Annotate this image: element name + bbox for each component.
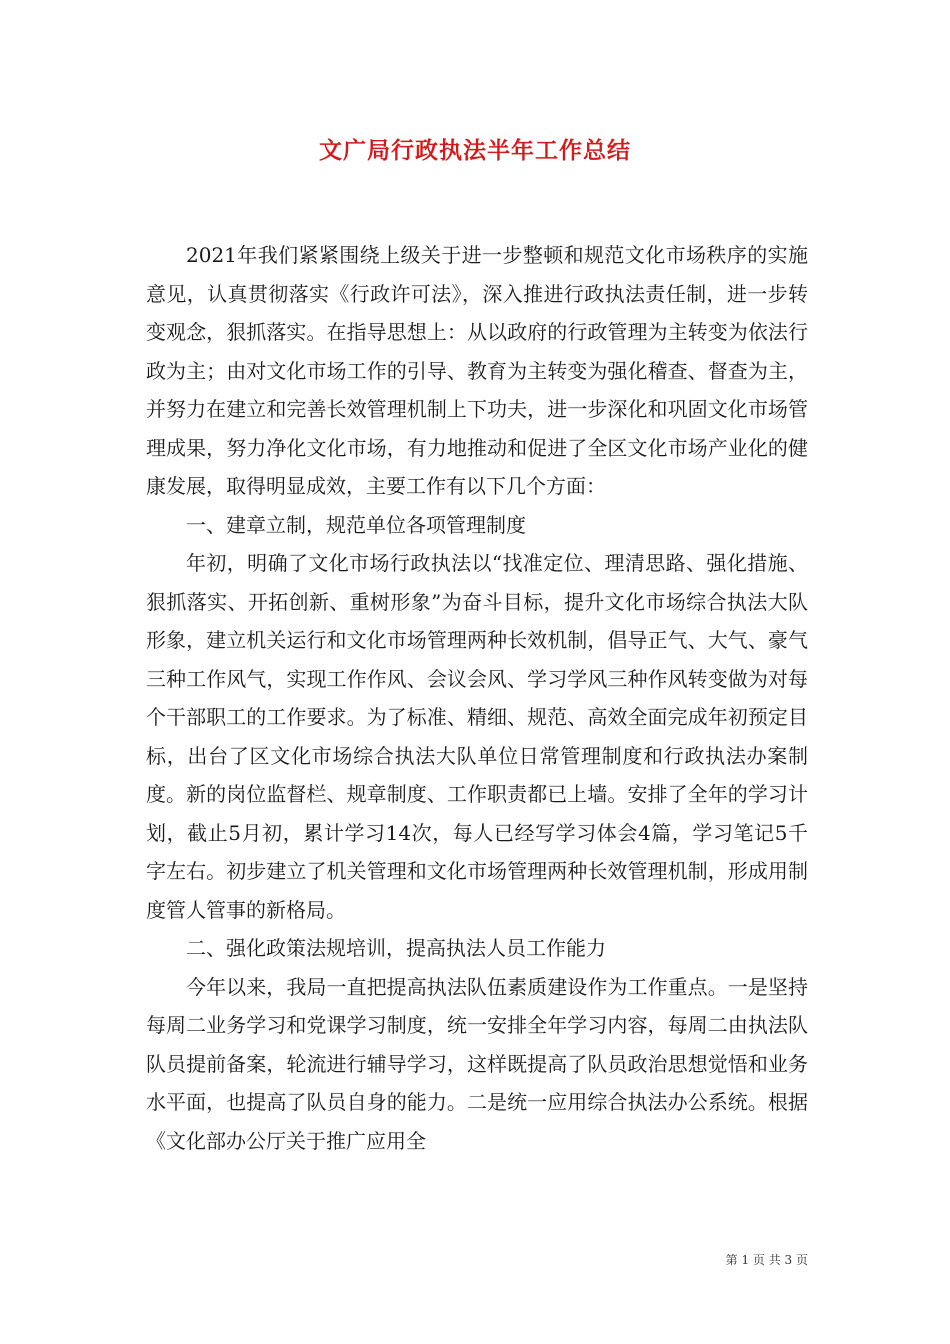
section-heading: 一、建章立制，规范单位各项管理制度 [186, 512, 526, 537]
body-paragraph: 今年以来，我局一直把提高执法队伍素质建设作为工作重点。一是坚持每周二业务学习和党课学习制度，统一安排全年学习内容，每周二由执法队队员提前备案，轮流进行辅导学习，这样既提高了队员政治思想觉悟和业务水平面，也提高了队员自身的能力。二是统一应用综合执法办公系统。根据《文化部办公厅关于推广应用全 [146, 974, 808, 1153]
section-heading: 二、强化政策法规培训，提高执法人员工作能力 [186, 936, 606, 960]
body-paragraph: 年初，明确了文化市场行政执法以“找准定位、理清思路、强化措施、狠抓落实、开拓创新、重树形象”为奋斗目标，提升文化市场综合执法大队形象，建立机关运行和文化市场管理两种长效机制，倡导正气、大气、豪气三种工作风气，实现工作作风、会议会风、学习学风三种作风转变做为对每个干部职工的工作要求。为了标准、精细、规范、高效全面完成年初预定目标，出台了区文化市场综合执法大队单位日常管理制度和行政执法办案制度。新的岗位监督栏、规章制度、工作职责都已上墙。安排了全年的学习计划，截止5月初，累计学习14次，每人已经写学习体会4篇，学习笔记5千字左右。初步建立了机关管理和文化市场管理两种长效管理机制，形成用制度管人管事的新格局。 [146, 551, 808, 922]
body-paragraph: 2021年我们紧紧围绕上级关于进一步整顿和规范文化市场秩序的实施意见，认真贯彻落实《行政许可法》，深入推进行政执法责任制，进一步转变观念，狠抓落实。在指导思想上：从以政府的行政管理为主转变为依法行政为主；由对文化市场工作的引导、教育为主转变为强化稽查、督查为主，并努力在建立和完善长效管理机制上下功夫，进一步深化和巩固文化市场管理成果，努力净化文化市场，有力地推动和促进了全区文化市场产业化的健康发展，取得明显成效，主要工作有以下几个方面： [146, 243, 808, 498]
document-title: 文广局行政执法半年工作总结 [319, 137, 631, 164]
document-body [146, 236, 808, 1160]
page-number: 第 1 页 共 3 页 [725, 1253, 808, 1267]
